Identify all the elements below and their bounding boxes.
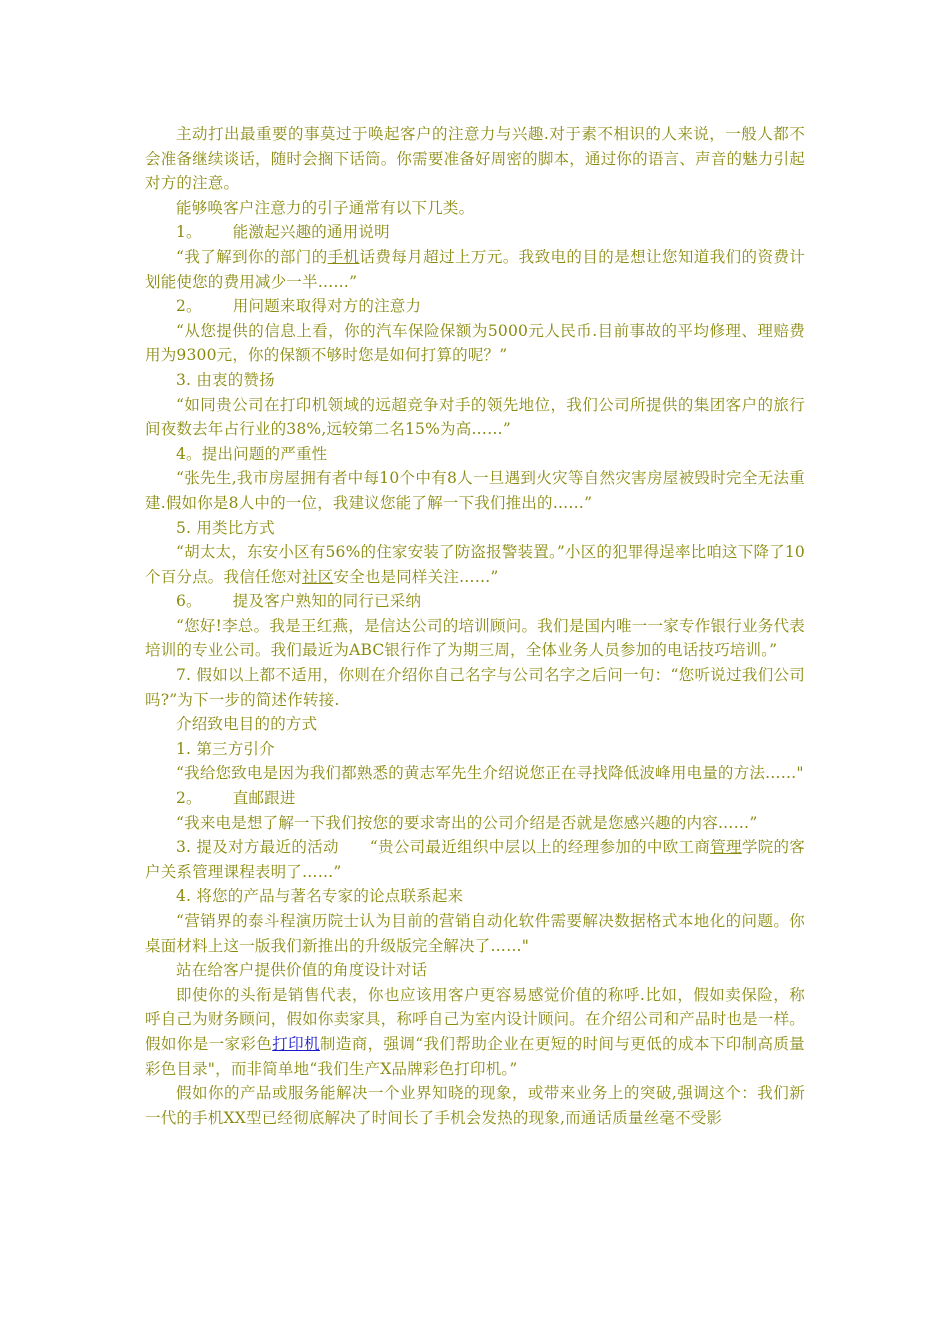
purpose-item-2 [145, 786, 805, 811]
heading-6-text: 提及客户熟知的同行已采纳 [232, 592, 422, 611]
value-paragraph-1-b: 制造商，强调“我们帮助企业在更短的时间与更低的成本下印制高质量彩色目录"，而非简单地“我们生产X品牌彩色打印机。” [145, 1034, 805, 1078]
heading-2 [145, 294, 805, 319]
quote-1-b: 话费每月超过上万元。我致电的目的是想让您知道我们的资费计划能使您的费用减少一半……” [145, 247, 805, 291]
quote-4: “张先生,我市房屋拥有者中每10个中有8人一旦遇到火灾等自然灾害房屋被毁时完全无法重建.假如你是8人中的一位，我建议您能了解一下我们推出的……” [145, 469, 805, 512]
heading-5: 5. 用类比方式 [176, 518, 275, 537]
purpose-item-2-num: 2。 [176, 789, 202, 808]
section-purpose-heading: 介绍致电目的的方式 [176, 715, 318, 734]
heading-1 [145, 220, 805, 245]
purpose-item-1: 1. 第三方引介 [176, 739, 275, 758]
quote-3: “如同贵公司在打印机领域的远超竞争对手的领先地位，我们公司所提供的集团客户的旅行间夜数去年占行业的38%,远较第二名15%为高……” [145, 395, 805, 439]
heading-1-num: 1。 [176, 223, 202, 242]
quote-5-a: “胡太太，东安小区有56%的住家安装了防盗报警装置。”小区的犯罪得逞率比咱这下降了10个百分点。我信任您对 [145, 543, 805, 586]
quote-1-a: “我了解到你的部门的 [176, 247, 328, 266]
purpose-item-3-text: 3. 提及对方最近的活动 [176, 838, 339, 857]
purpose-quote-1: “我给您致电是因为我们都熟悉的黄志军先生介绍说您正在寻找降低波峰用电量的方法……" [176, 764, 804, 783]
link-community[interactable]: 社区 [302, 567, 334, 586]
heading-6 [145, 589, 805, 614]
intro-paragraph: 主动打出最重要的事莫过于唤起客户的注意力与兴趣.对于素不相识的人来说，一般人都不会准备继续谈话，随时会搁下话筒。你需要准备好周密的脚本，通过你的语言、声音的魅力引起对方的注意。 [145, 125, 805, 193]
purpose-quote-3-b: 学院的客户关系管理课程表明了……” [145, 838, 805, 881]
heading-1-text: 能激起兴趣的通用说明 [232, 223, 390, 242]
purpose-item-2-text: 直邮跟进 [232, 789, 296, 808]
purpose-quote-3-a: “贵公司最近组织中层以上的经理参加的中欧工商 [369, 838, 711, 857]
purpose-quote-4: “营销界的泰斗程演历院士认为目前的营销自动化软件需要解决数据格式本地化的问题。你桌面材料上这一版我们新推出的升级版完全解决了……" [145, 912, 805, 955]
heading-2-text: 用问题来取得对方的注意力 [232, 297, 422, 316]
document-page [145, 122, 805, 1130]
value-paragraph-1-a: 即使你的头衔是销售代表，你也应该用客户更容易感觉价值的称呼.比如，假如卖保险，称呼自己为财务顾问，假如你卖家具，称呼自己为室内设计顾问。在介绍公司和产品时也是一样。假如你是一家彩色 [145, 985, 805, 1053]
quote-5-b: 安全也是同样关注……” [333, 567, 499, 586]
purpose-item-4: 4. 将您的产品与著名专家的论点联系起来 [176, 887, 464, 906]
quote-2: “从您提供的信息上看，你的汽车保险保额为5000元人民币.目前事故的平均修理、理赔费用为9300元，你的保额不够时您是如何打算的呢？” [145, 321, 805, 365]
quote-1 [145, 245, 805, 294]
link-printer[interactable]: 打印机 [272, 1034, 320, 1053]
quote-5 [145, 540, 805, 589]
heading-2-num: 2。 [176, 297, 202, 316]
section-value-heading: 站在给客户提供价值的角度设计对话 [176, 961, 428, 980]
heading-4: 4。提出问题的严重性 [176, 444, 328, 463]
heading-7: 7. 假如以上都不适用，你则在介绍你自己名字与公司名字之后问一句：“您听说过我们公司吗?”为下一步的简述作转接. [145, 666, 805, 709]
quote-6: “您好!李总。我是王红燕，是信达公司的培训顾问。我们是国内唯一一家专作银行业务代表培训的专业公司。我们最近为ABC银行作了为期三周，全体业务人员参加的电话技巧培训。” [145, 616, 805, 660]
link-mobile[interactable]: 手机 [327, 247, 360, 266]
purpose-quote-2: “我来电是想了解一下我们按您的要求寄出的公司介绍是否就是您感兴趣的内容……” [176, 813, 758, 832]
heading-6-num: 6。 [176, 592, 202, 611]
link-management[interactable]: 管理 [710, 838, 742, 857]
purpose-item-3 [145, 835, 805, 884]
value-paragraph-2: 假如你的产品或服务能解决一个业界知晓的现象，或带来业务上的突破,强调这个：我们新一代的手机XX型已经彻底解决了时间长了手机会发热的现象,而通话质量丝毫不受影 [145, 1084, 805, 1127]
value-paragraph-1 [145, 983, 805, 1081]
heading-3: 3. 由衷的赞扬 [176, 370, 275, 389]
intro-hook-types: 能够唤客户注意力的引子通常有以下几类。 [176, 198, 475, 217]
